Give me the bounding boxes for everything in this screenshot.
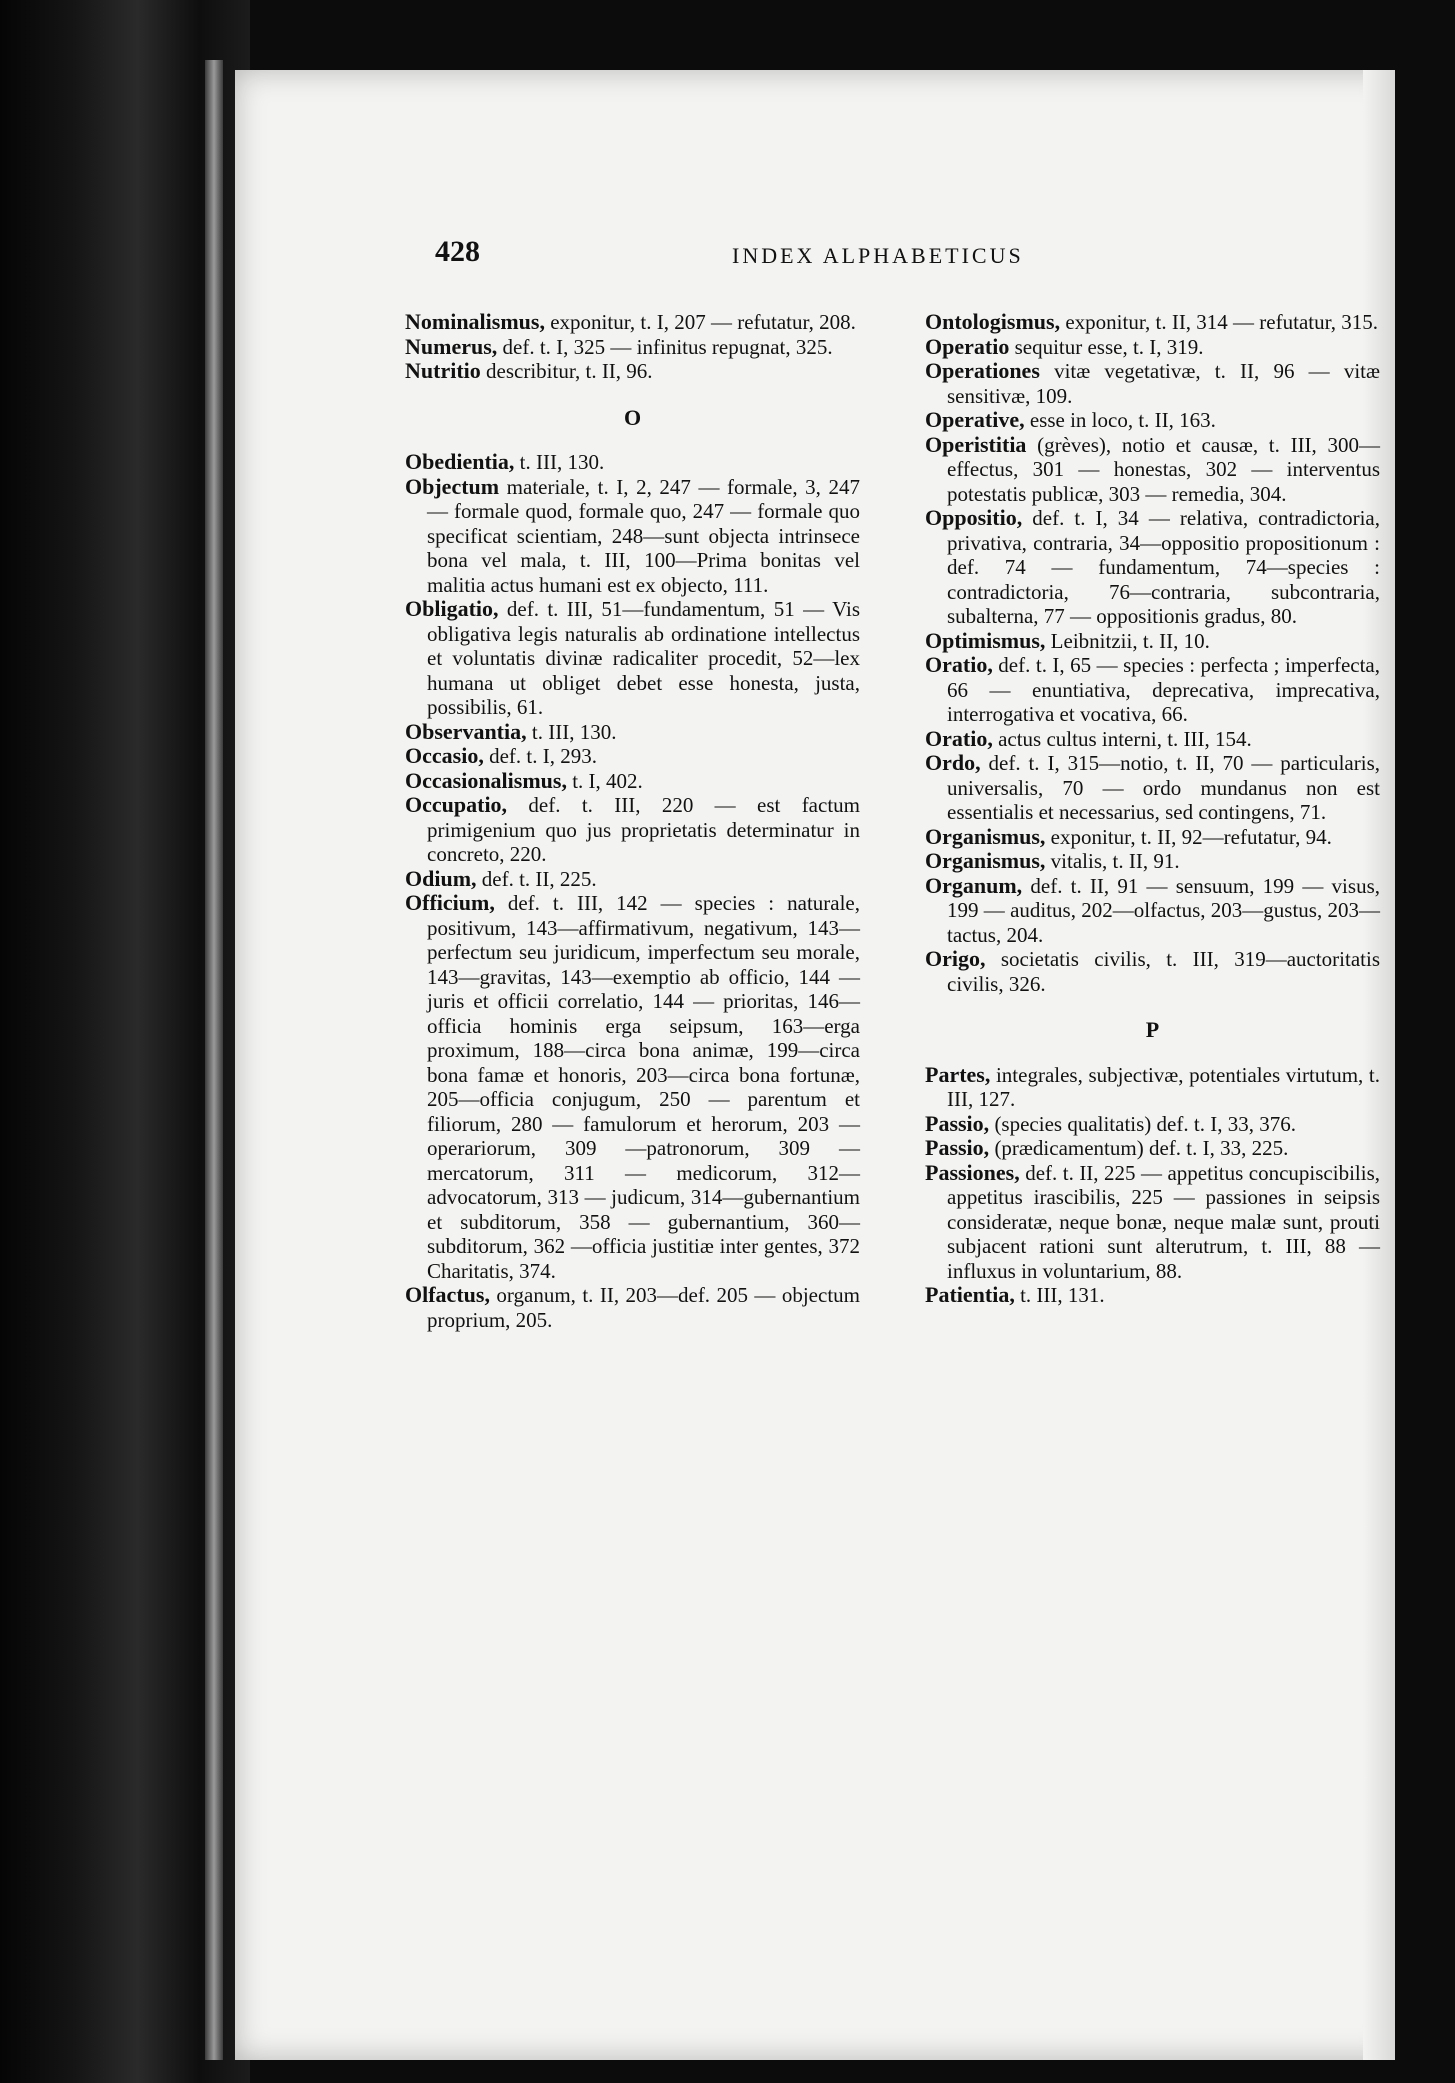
entry-headword: Operationes [925, 358, 1040, 383]
entry-headword: Organum, [925, 872, 1023, 898]
entry-headword: Origo, [925, 946, 986, 971]
index-entry [405, 867, 860, 892]
entry-references: organum, t. II, 203—def. 205 — objectum proprium, 205. [427, 1283, 860, 1332]
entry-headword: Nominalismus, [405, 309, 545, 334]
entry-references: def. t. II, 225. [476, 866, 597, 891]
entry-references: t. I, 402. [566, 768, 643, 793]
entry-headword: Organismus, [925, 823, 1046, 849]
index-entry [925, 1283, 1380, 1308]
entry-references: def. t. II, 91 — sensuum, 199 — visus, 199 — auditus, 202—olfactus, 203—gustus, 203—tactus, 204. [947, 873, 1380, 947]
entry-references: def. t. III, 142 — species : naturale, positivum, 143—affirmativum, negativum, 143—perfectum seu juridicum, imperfectum seu morale, 143—gravitas, 143—exemptio ab officio, 144 — juris et officii correlatio, 144 — prioritas, 146—officia hominis erga seipsum, 163—erga proximum, 188—circa bona animæ, 199—circa bona famæ et honoris, 203—circa bona fortunæ, 205—officia conjugum, 250 — parentum et filiorum, 280 — famulorum et herorum, 203 — operariorum, 309 —patronorum, 309 — mercatorum, 311 — medicorum, 312—advocatorum, 313 — judicum, 314—gubernantium et subditorum, 358 — gubernantium, 360—subditorum, 362 —officia justitiæ inter gentes, 372 Charitatis, 374. [427, 891, 860, 1283]
index-entry [925, 408, 1380, 433]
index-entry [405, 597, 860, 720]
entry-headword: Obligatio, [405, 596, 499, 621]
index-entry [405, 769, 860, 794]
index-entry [925, 874, 1380, 948]
entry-headword: Operative, [925, 407, 1025, 432]
entry-references: t. III, 131. [1014, 1283, 1105, 1307]
entry-headword: Oratio, [925, 725, 993, 751]
entry-headword: Partes, [925, 1061, 991, 1087]
entry-references: describitur, t. II, 96. [480, 359, 653, 383]
entry-references: def. t. I, 65 — species : perfecta ; imperfecta, 66 — enuntiativa, deprecativa, imprecativa, interrogativa et vocativa, 66. [947, 653, 1380, 726]
index-entry [925, 849, 1380, 874]
entry-headword: Oppositio, [925, 505, 1023, 530]
index-entry [925, 1063, 1380, 1112]
entry-references: t. III, 130. [526, 719, 617, 744]
entry-references: vitæ vegetativæ, t. II, 96 — vitæ sensitivæ, 109. [947, 359, 1380, 408]
running-title: INDEX ALPHABETICUS [732, 243, 1024, 268]
left-index-column [405, 310, 860, 1332]
page-header [435, 235, 1335, 275]
index-entry [405, 359, 860, 384]
entry-headword: Passio, [925, 1110, 990, 1136]
entry-references: esse in loco, t. II, 163. [1024, 408, 1216, 432]
entry-headword: Obedientia, [405, 449, 515, 474]
entry-references: sequitur esse, t. I, 319. [1009, 334, 1204, 359]
entry-headword: Occasionalismus, [405, 767, 567, 793]
entry-references: (species qualitatis) def. t. I, 33, 376. [989, 1111, 1296, 1136]
entry-references: exponitur, t. II, 314 — refutatur, 315. [1060, 310, 1379, 334]
entry-headword: Operatio [925, 333, 1010, 359]
entry-references: t. III, 130. [514, 450, 605, 474]
entry-headword: Patientia, [925, 1282, 1015, 1307]
book-page [235, 70, 1395, 2060]
entry-headword: Ordo, [925, 750, 981, 775]
page-number: 428 [435, 235, 480, 268]
index-entry [925, 1112, 1380, 1137]
entry-headword: Odium, [405, 865, 477, 891]
entry-references: exponitur, t. II, 92—refutatur, 94. [1045, 824, 1332, 849]
entry-headword: Occupatio, [405, 792, 508, 817]
entry-references: (grèves), notio et causæ, t. III, 300—effectus, 301 — honestas, 302 — interventus potestatis publicæ, 303 — remedia, 304. [947, 432, 1380, 506]
entry-headword: Officium, [405, 890, 495, 915]
entry-references: def. t. I, 325 — infinitus repugnat, 325. [497, 334, 833, 359]
index-entry [405, 1283, 860, 1332]
entry-references: (prædicamentum) def. t. I, 33, 225. [989, 1136, 1289, 1160]
index-entry [925, 653, 1380, 727]
section-letter: P [1145, 1017, 1160, 1042]
index-entry [925, 947, 1380, 996]
index-entry [925, 1161, 1380, 1284]
entry-headword: Operistitia [925, 431, 1027, 457]
entry-references: def. t. I, 293. [483, 744, 597, 768]
entry-references: def. t. I, 34 — relativa, contradictoria, privativa, contraria, 34—oppositio propositionum : def. 74 — fundamentum, 74—species : contradictoria, 76—contraria, subcontraria, subalterna, 77 — oppositionis gradus, 80. [947, 506, 1380, 628]
entry-references: Leibnitzii, t. II, 10. [1045, 628, 1210, 653]
entry-headword: Observantia, [405, 718, 527, 744]
entry-headword: Numerus, [405, 333, 498, 359]
entry-headword: Passiones, [925, 1159, 1020, 1185]
entry-references: def. t. III, 51—fundamentum, 51 — Vis obligativa legis naturalis ab ordinatione intellectus et voluntatis divinæ radicaliter procedit, 52—lex humana ut obliget debet esse honesta, justa, possibilis, 61. [427, 597, 860, 719]
entry-headword: Objectum [405, 473, 500, 499]
index-entry [925, 1136, 1380, 1161]
index-entry [405, 335, 860, 360]
entry-references: materiale, t. I, 2, 247 — formale, 3, 247 — formale quod, formale quo, 247 — formale quo specificat scientiam, 248—sunt objecta intrinsece bona vel mala, t. III, 100—Prima bonitas vel malitia actus humani est ex objecto, 111. [427, 474, 860, 597]
entry-headword: Organismus, [925, 848, 1046, 873]
index-entry [405, 891, 860, 1283]
entry-references: def. t. III, 220 — est factum primigenium quo jus proprietatis determinatur in concreto, 220. [427, 793, 860, 866]
entry-references: exponitur, t. I, 207 — refutatur, 208. [544, 310, 856, 334]
index-entry [405, 744, 860, 769]
entry-headword: Occasio, [405, 743, 484, 768]
index-entry [405, 450, 860, 475]
index-entry [405, 310, 860, 335]
entry-headword: Oratio, [925, 652, 993, 677]
index-entry [405, 475, 860, 598]
entry-references: def. t. II, 225 — appetitus concupiscibilis, appetitus irascibilis, 225 — passiones in seipsis consideratæ, neque bonæ, neque malæ sunt, prouti subjacent rationi sunt alterutrum, t. III, 88 — influxus in voluntarium, 88. [947, 1160, 1380, 1283]
section-letter: O [623, 404, 642, 430]
entry-references: vitalis, t. II, 91. [1045, 849, 1180, 873]
entry-references: def. t. I, 315—notio, t. II, 70 — particularis, universalis, 70 — ordo mundanus non est essentialis et necessarius, sed contingens, 71. [947, 751, 1380, 824]
right-index-column [925, 310, 1380, 1308]
entry-headword: Olfactus, [405, 1282, 490, 1307]
index-entry [925, 727, 1380, 752]
entry-headword: Nutritio [405, 358, 481, 383]
index-entry [925, 310, 1380, 335]
index-entry [405, 793, 860, 867]
entry-headword: Optimismus, [925, 627, 1046, 653]
index-entry [405, 720, 860, 745]
index-entry [925, 433, 1380, 507]
entry-references: actus cultus interni, t. III, 154. [992, 726, 1252, 751]
entry-headword: Passio, [925, 1135, 990, 1160]
index-entry [925, 751, 1380, 825]
index-entry [925, 335, 1380, 360]
binding-edge [205, 60, 223, 2060]
entry-references: societatis civilis, t. III, 319—auctoritatis civilis, 326. [947, 947, 1380, 996]
entry-headword: Ontologismus, [925, 309, 1061, 334]
index-entry [925, 825, 1380, 850]
index-entry [925, 359, 1380, 408]
index-entry [925, 629, 1380, 654]
entry-references: integrales, subjectivæ, potentiales virtutum, t. III, 127. [947, 1062, 1380, 1111]
index-entry [925, 506, 1380, 629]
